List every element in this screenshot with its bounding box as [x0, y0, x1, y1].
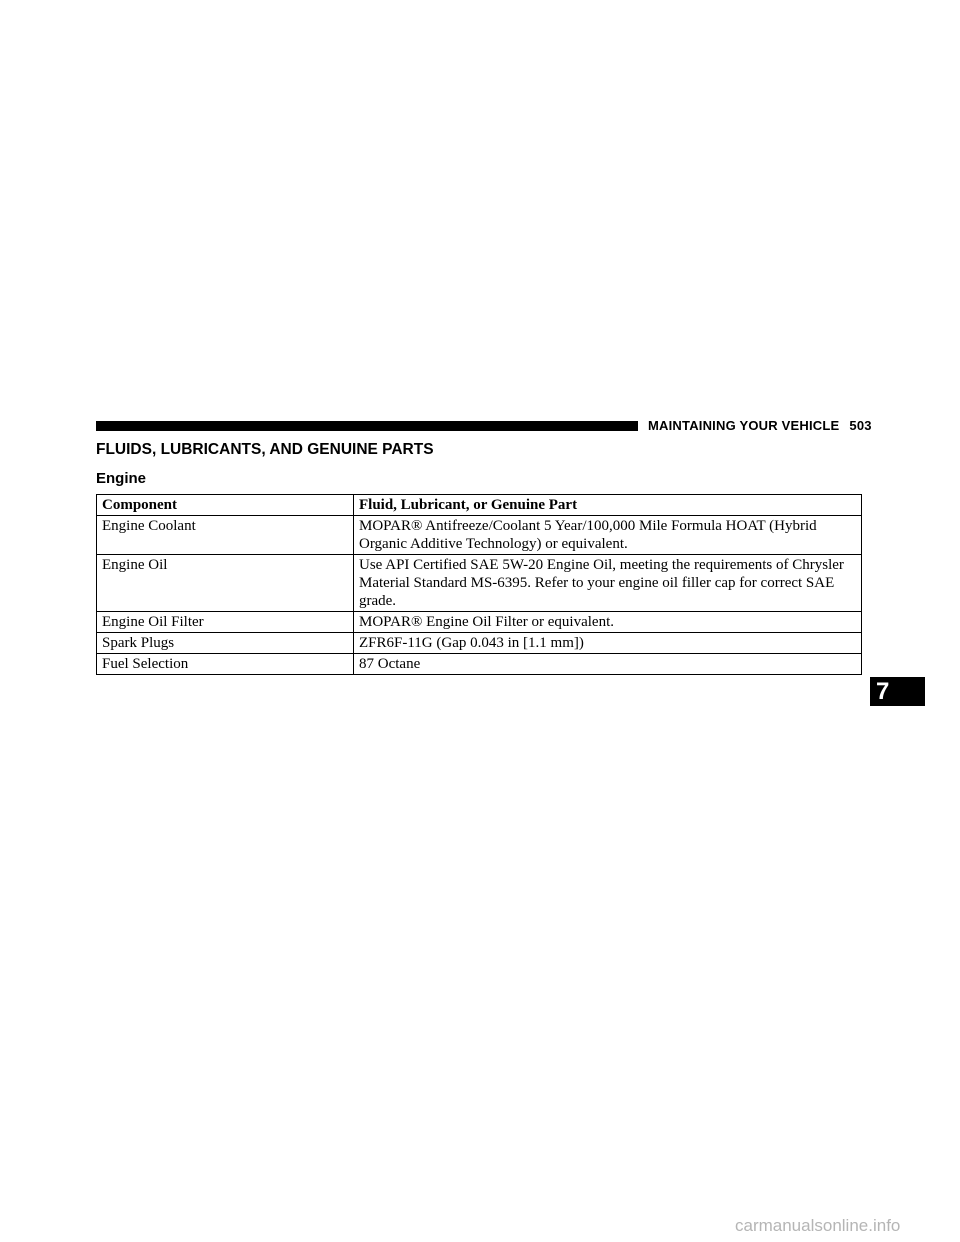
table-row — [97, 612, 862, 633]
table-row — [97, 654, 862, 675]
table-cell-component: Spark Plugs — [97, 633, 354, 654]
chapter-tab: 7 — [870, 677, 925, 706]
table-cell-component: Fuel Selection — [97, 654, 354, 675]
watermark: carmanualsonline.info — [735, 1216, 901, 1235]
header-rule — [96, 421, 638, 431]
table-cell-component: Engine Oil — [97, 555, 354, 612]
table-cell-fluid: ZFR6F-11G (Gap 0.043 in [1.1 mm]) — [354, 633, 862, 654]
table-cell-fluid: 87 Octane — [354, 654, 862, 675]
table-cell-fluid: MOPAR® Engine Oil Filter or equivalent. — [354, 612, 862, 633]
section-title: FLUIDS, LUBRICANTS, AND GENUINE PARTS — [96, 441, 434, 458]
column-header-component: Component — [97, 495, 354, 516]
table-cell-fluid: MOPAR® Antifreeze/Coolant 5 Year/100,000 Mile Formula HOAT (Hybrid Organic Additive Technology) or equivalent. — [354, 516, 862, 555]
column-header-fluid: Fluid, Lubricant, or Genuine Part — [354, 495, 862, 516]
engine-fluids-table — [96, 494, 862, 675]
table-cell-component: Engine Oil Filter — [97, 612, 354, 633]
table-row — [97, 555, 862, 612]
table-cell-component: Engine Coolant — [97, 516, 354, 555]
table-cell-fluid: Use API Certified SAE 5W-20 Engine Oil, meeting the requirements of Chrysler Material Standard MS-6395. Refer to your engine oil filler cap for correct SAE grade. — [354, 555, 862, 612]
table-header-row — [97, 495, 862, 516]
running-header — [648, 418, 872, 433]
page-number: 503 — [849, 418, 872, 433]
table-row — [97, 633, 862, 654]
table-row — [97, 516, 862, 555]
header-section-label: MAINTAINING YOUR VEHICLE — [648, 418, 840, 433]
subsection-title: Engine — [96, 470, 147, 487]
